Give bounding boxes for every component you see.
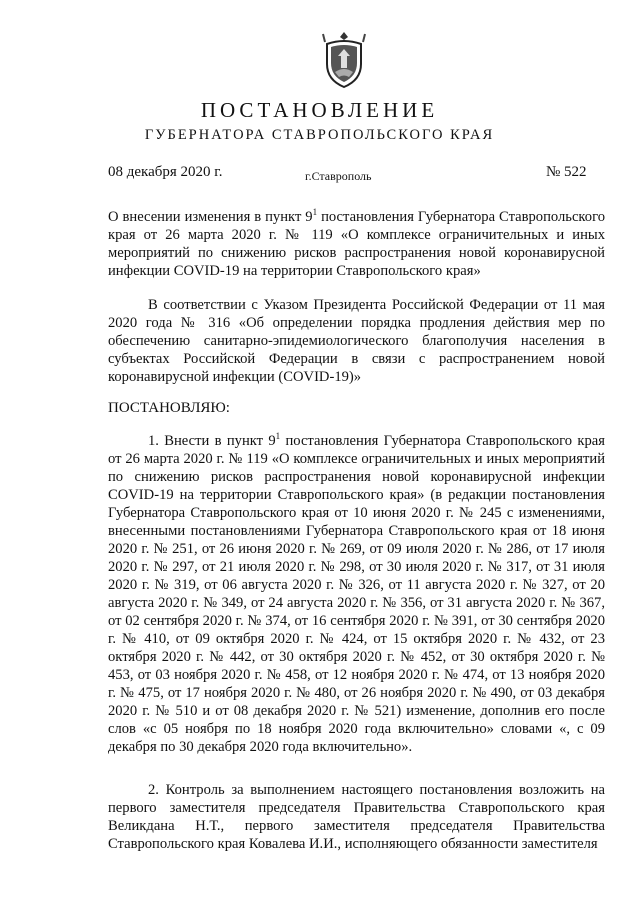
document-subtitle: ГУБЕРНАТОРА СТАВРОПОЛЬСКОГО КРАЯ [144, 127, 495, 143]
document-city: г.Ставрополь [305, 169, 372, 183]
item-2-paragraph: 2. Контроль за выполнением настоящего постановления возложить на первого заместителя председателя Правительства Ставропольского края Великдана Н.Т., первого заместителя председателя Правительства Ставропольского края Ковалева И.И., исполняющего обязанности заместителя [108, 782, 605, 852]
coat-of-arms-icon [321, 30, 367, 90]
decree-heading: ПОСТАНОВЛЯЮ: [108, 400, 230, 416]
document-date: 08 декабря 2020 г. [108, 164, 223, 180]
item-1-paragraph: 1. Внести в пункт $9^1$ постановления Губернатора Ставропольского края от 26 марта 2020 г. № 119 «О комплексе ограничительных и иных мероприятий по снижению рисков распространения новой коронавирусной инфекции COVID-19 на территории Ставропольского края» (в редакции постановления Губернатора Ставропольского края от 10 июня 2020 г. № 245 с изменениями, внесенными постановлениями Губернатора Ставропольского края от 18 июня 2020 г. № 251, от 26 июня 2020 г. № 269, от 09 июля 2020 г. № 286, от 17 июля 2020 г. № 297, от 21 июля 2020 г. № 298, от 30 июля 2020 г. № 317, от 31 июля 2020 г. № 319, от 06 августа 2020 г. № 326, от 11 августа 2020 г. № 327, от 20 августа 2020 г. № 349, от 24 августа 2020 г. № 356, от 31 августа 2020 г. № 367, от 02 сентября 2020 г. № 374, от 16 сентября 2020 г. № 391, от 30 сентября 2020 г. № 410, от 09 октября 2020 г. № 424, от 15 октября 2020 г. № 432, от 23 октября 2020 г. № 442, от 30 октября 2020 г. № 452, от 30 октября 2020 г. № 453, от 03 ноября 2020 г. № 458, от 12 ноября 2020 г. № 474, от 13 ноября 2020 г. № 475, от 17 ноября 2020 г. № 480, от 26 ноября 2020 г. № 490, от 03 декабря 2020 г. № 510 и от 08 декабря 2020 г. № 521) изменение, дополнив его после слов «с 05 ноября по 18 ноября 2020 года включительно» словами «, с 09 декабря по 30 декабря 2020 года включительно». [108, 431, 605, 755]
document-title: ПОСТАНОВЛЕНИЕ [200, 98, 439, 122]
document-subject: О внесении изменения в пункт $9^1$ постановления Губернатора Ставропольского края от 26 марта 2020 г. № 119 «О комплексе ограничительных и иных мероприятий по снижению рисков распространения новой коронавирусной инфекции COVID-19 на территории Ставропольского края» [108, 207, 606, 279]
document-number: № 522 [546, 164, 587, 180]
preamble-paragraph: В соответствии с Указом Президента Российской Федерации от 11 мая 2020 года № 316 «Об определении порядка продления действия мер по обеспечению санитарно-эпидемиологического благополучия населения в субъектах Российской Федерации в связи с распространением новой коронавирусной инфекции (COVID-19)» [108, 297, 605, 385]
